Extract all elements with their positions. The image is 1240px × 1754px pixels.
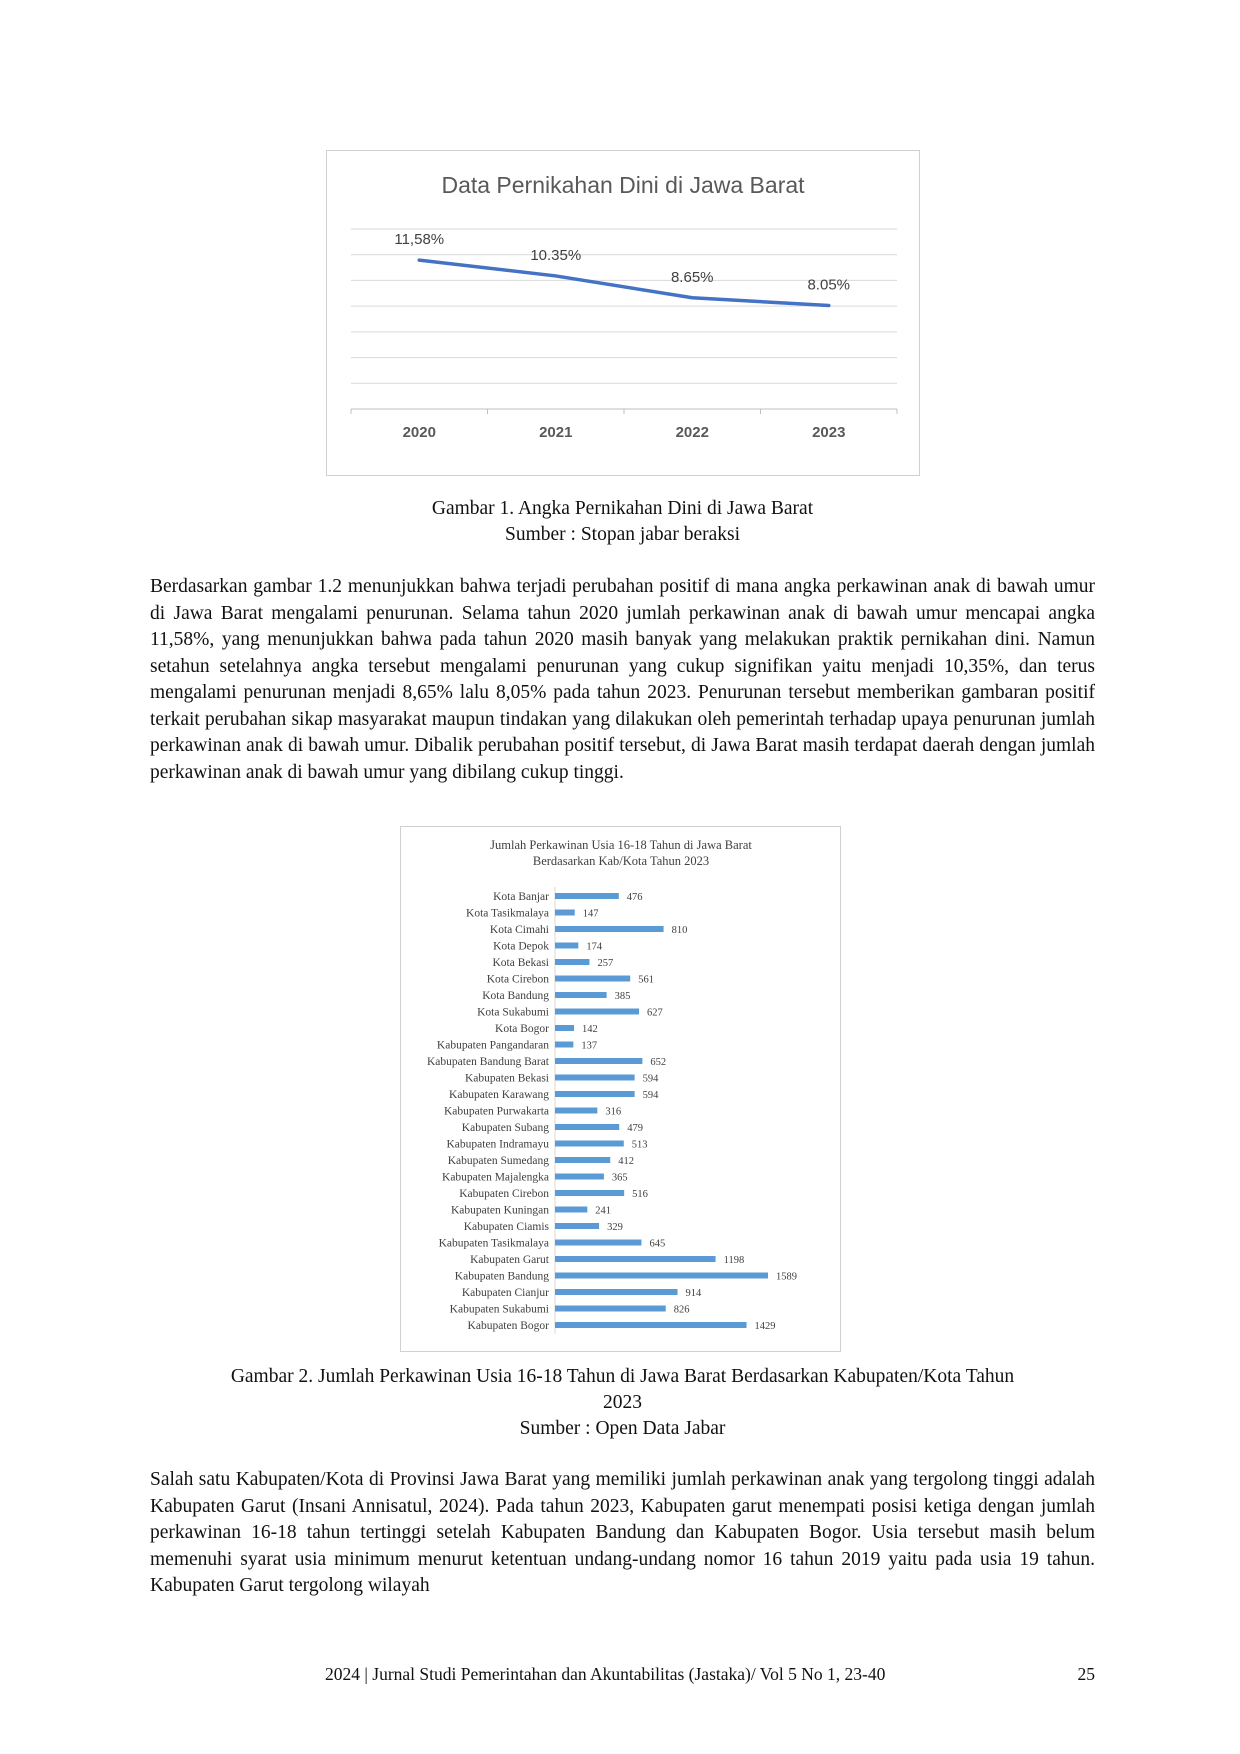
bar-value-label: 316 (605, 1106, 622, 1118)
bar (555, 910, 575, 916)
category-label: Kabupaten Sumedang (447, 1155, 549, 1167)
bar (555, 926, 664, 932)
bar-value-label: 594 (642, 1090, 659, 1101)
bar (555, 893, 619, 899)
bar (555, 1042, 573, 1048)
page-number: 25 (1077, 1664, 1095, 1684)
category-label: Kabupaten Bandung (454, 1270, 549, 1283)
bar (555, 992, 607, 998)
series-line (419, 260, 829, 305)
category-label: Kabupaten Majalengka (442, 1171, 549, 1184)
bar (555, 1207, 587, 1213)
bar-value-label: 479 (627, 1123, 643, 1134)
bar-chart-svg (401, 827, 840, 1351)
category-label: Kota Banjar (493, 891, 549, 903)
bar (555, 1124, 619, 1130)
bar (555, 1223, 599, 1229)
bar (555, 1075, 635, 1081)
bar-value-label: 412 (618, 1156, 634, 1167)
x-tick-label: 2023 (812, 424, 846, 441)
category-label: Kota Cimahi (489, 924, 549, 936)
figure-1-caption-source: Sumber : Stopan jabar beraksi (504, 524, 741, 545)
category-label: Kota Bogor (495, 1023, 549, 1035)
bar-value-label: 174 (586, 941, 603, 953)
bar-value-label: 142 (582, 1024, 598, 1035)
footer-journal: 2024 | Jurnal Studi Pemerintahan dan Akuntabilitas (Jastaka)/ Vol 5 No 1, 23-40 (325, 1664, 886, 1684)
bar (555, 1009, 639, 1015)
bar (555, 1157, 610, 1163)
category-label: Kabupaten Karawang (449, 1089, 549, 1101)
bar (555, 1174, 604, 1180)
bar-value-label: 1589 (776, 1271, 797, 1283)
line-chart-svg (327, 151, 919, 475)
category-label: Kabupaten Bogor (467, 1320, 549, 1332)
bar (555, 1025, 574, 1031)
bar (555, 1273, 768, 1279)
data-point (418, 259, 421, 262)
bar (555, 976, 630, 982)
data-point (691, 296, 694, 299)
bar (555, 959, 589, 965)
data-label: 10.35% (530, 246, 582, 264)
bar-value-label: 1429 (754, 1321, 776, 1332)
category-label: Kabupaten Tasikmalaya (438, 1237, 549, 1250)
bar (555, 943, 578, 949)
bar (555, 1306, 666, 1312)
figure-2-caption-year: 2023 (603, 1392, 642, 1413)
category-label: Kabupaten Pangandaran (436, 1039, 549, 1052)
bar-chart-title-line-2: Berdasarkan Kab/Kota Tahun 2023 (532, 854, 710, 868)
category-label: Kabupaten Purwakarta (443, 1105, 549, 1118)
body-paragraph-1: Berdasarkan gambar 1.2 menunjukkan bahwa terjadi perubahan positif di mana angka perkawinan anak di bawah umur di Jawa Barat mengalami penurunan. Selama tahun 2020 jumlah perkawinan anak di bawah umur mencapai angka 11,58%, yang menunjukkan bahwa pada tahun 2020 masih banyak yang melakukan praktik pernikahan dini. Namun setahun setelahnya angka tersebut mengalami penurunan yang cukup signifikan yaitu menjadi 10,35%, dan terus mengalami penurunan menjadi 8,65% lalu 8,05% pada tahun 2023. Penurunan tersebut memberikan gambaran positif terkait perubahan sikap masyarakat maupun tindakan yang dilakukan oleh pemerintah terhadap upaya penurunan jumlah perkawinan anak di bawah umur. Dibalik perubahan positif tersebut, di Jawa Barat masih terdapat daerah dengan jumlah perkawinan anak di bawah umur yang dibilang cukup tinggi. (150, 576, 1095, 783)
bar-value-label: 241 (595, 1205, 612, 1217)
category-label: Kota Bekasi (492, 957, 549, 969)
category-label: Kabupaten Cianjur (461, 1287, 549, 1299)
bar-value-label: 516 (632, 1189, 648, 1200)
bar-value-label: 914 (685, 1288, 702, 1299)
x-tick-label: 2020 (402, 424, 436, 441)
bar (555, 1322, 747, 1328)
bar-value-label: 826 (673, 1304, 690, 1316)
bar (555, 1240, 641, 1246)
bar-chart-title-line-1: Jumlah Perkawinan Usia 16-18 Tahun di Jawa Barat (490, 838, 752, 852)
figure-2-bar-chart (400, 826, 841, 1352)
category-label: Kabupaten Cirebon (459, 1188, 549, 1200)
line-chart-title: Data Pernikahan Dini di Jawa Barat (441, 172, 805, 198)
category-label: Kabupaten Bekasi (465, 1072, 549, 1085)
category-label: Kabupaten Indramayu (446, 1138, 549, 1151)
figure-1-caption (150, 496, 1095, 548)
bar (555, 1289, 678, 1295)
bar (555, 1108, 597, 1114)
bar-value-label: 594 (642, 1073, 659, 1085)
category-label: Kabupaten Subang (461, 1122, 549, 1134)
bar-value-label: 476 (626, 892, 643, 903)
bar-value-label: 513 (631, 1139, 648, 1151)
bar (555, 1190, 624, 1196)
category-label: Kota Sukabumi (477, 1006, 549, 1019)
category-label: Kabupaten Ciamis (463, 1221, 549, 1233)
bar-value-label: 652 (650, 1057, 667, 1068)
category-label: Kabupaten Garut (470, 1254, 549, 1266)
bar-value-label: 645 (649, 1238, 666, 1250)
category-label: Kota Tasikmalaya (466, 907, 549, 920)
category-label: Kota Depok (493, 940, 549, 953)
bar (555, 1091, 635, 1097)
data-label: 8.65% (670, 268, 714, 286)
category-label: Kota Bandung (482, 990, 549, 1002)
figure-2-caption-source: Sumber : Open Data Jabar (519, 1418, 726, 1439)
figure-1-line-chart (326, 150, 920, 476)
bar-value-label: 137 (581, 1040, 598, 1052)
category-label: Kota Cirebon (486, 973, 549, 986)
bar-value-label: 561 (638, 974, 654, 986)
bar (555, 1256, 716, 1262)
bar-value-label: 365 (611, 1172, 628, 1184)
bar-value-label: 810 (671, 925, 688, 936)
category-label: Kabupaten Sukabumi (449, 1303, 549, 1316)
category-label: Kabupaten Kuningan (450, 1204, 549, 1217)
bar-value-label: 627 (647, 1007, 663, 1019)
figure-2-caption-title: Gambar 2. Jumlah Perkawinan Usia 16-18 Tahun di Jawa Barat Berdasarkan Kabupaten/Kota Tahun (230, 1366, 1015, 1387)
data-point (827, 304, 830, 307)
data-label: 11,58% (394, 231, 445, 249)
bar (555, 1058, 642, 1064)
bar-value-label: 329 (607, 1222, 623, 1233)
body-paragraph-2: Salah satu Kabupaten/Kota di Provinsi Jawa Barat yang memiliki jumlah perkawinan anak yang tergolong tinggi adalah Kabupaten Garut (Insani Annisatul, 2024). Pada tahun 2023, Kabupaten garut menempati posisi ketiga dengan jumlah perkawinan 16-18 tahun tertinggi setelah Kabupaten Bandung dan Kabupaten Bogor. Usia tersebut masih belum memenuhi syarat usia minimum menurut ketentuan undang-undang nomor 16 tahun 2019 yaitu pada usia 19 tahun. Kabupaten Garut tergolong wilayah (150, 1469, 1095, 1596)
data-point (554, 274, 557, 277)
bar-value-label: 1198 (723, 1255, 745, 1266)
figure-2-caption (150, 1364, 1095, 1442)
category-label: Kabupaten Bandung Barat (427, 1056, 549, 1068)
bar (555, 1141, 624, 1147)
bar-value-label: 257 (597, 958, 614, 969)
data-label: 8.05% (807, 276, 851, 294)
figure-1-caption-title: Gambar 1. Angka Pernikahan Dini di Jawa Barat (431, 498, 814, 519)
x-tick-label: 2021 (539, 424, 573, 441)
bar-value-label: 147 (582, 908, 599, 920)
x-tick-label: 2022 (675, 424, 709, 441)
bar-value-label: 385 (614, 991, 631, 1002)
